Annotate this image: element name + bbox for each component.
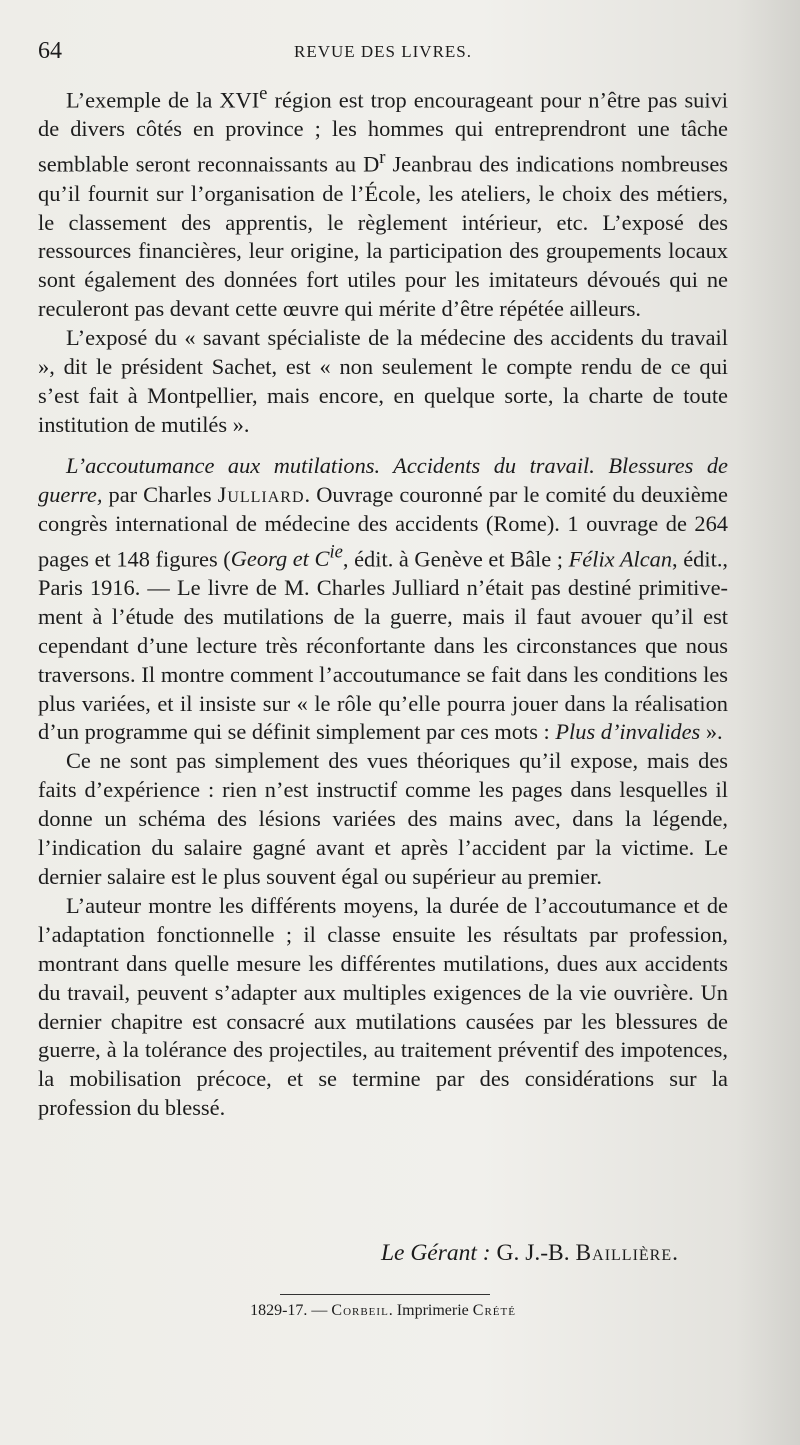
review-publisher-2: Félix Alcan	[568, 546, 673, 571]
signature-name-a: G. J.-B.	[490, 1240, 576, 1266]
printer-code: 1829-17.	[250, 1302, 308, 1319]
review-by: par Charles	[102, 481, 218, 507]
review-entry	[38, 452, 728, 748]
review-text-a: . Ouvrage couronné par le comité du deuxième congrès international de médecine des accidents (Rome). 1 ouvrage de 264 pages et 148 figures (	[38, 481, 728, 571]
review-motto: Plus d’invalides	[555, 719, 701, 745]
divider-rule	[280, 1294, 490, 1295]
review-author: Julliard	[217, 481, 305, 507]
p1-superscript: e	[259, 83, 268, 104]
paragraph-expose: L’exposé du « savant spécialiste de la médecine des accidents du travail », dit le président Sachet, est « non seulement le compte rendu de ce qui s’est fait à Montpellier, mais encore, en quelque sorte, la charte de toute institution de mutilés ».	[38, 325, 728, 437]
signature-name-end: .	[672, 1240, 678, 1266]
p1-text-b: région est trop encourageant pour n’être pas suivi de divers côtés en province ; les hommes qui entreprendront une tâche semblable seront reconnaissants au D	[38, 87, 728, 177]
p1-superscript-dr: r	[379, 147, 386, 169]
paragraph-exemple	[38, 80, 728, 324]
review-text-b: , édit. à Genève et Bâle ;	[342, 546, 569, 571]
paragraph-vues: Ce ne sont pas simplement des vues théoriques qu’il expose, mais des faits d’expérience : rien n’est instructif comme les pages dans lesquelles il donne un schéma des lésions variées des mains avec, dans la légende, l’indication du salaire gagné avant et après l’accident par la victime. Le dernier salaire est le plus souvent égal ou supérieur au premier.	[38, 748, 728, 889]
publisher-name: Georg et C	[230, 546, 330, 571]
printer-sep: —	[307, 1302, 332, 1319]
signature-name-b: Baillière	[575, 1240, 673, 1266]
printer-name: Crété	[472, 1302, 516, 1319]
publisher-superscript: ie	[329, 541, 343, 563]
signature-label: Le Gérant :	[380, 1240, 491, 1266]
p1-text-a: L’exemple de la XVI	[66, 87, 260, 113]
review-title: L’accoutumance aux mutilations. Accidents du travail. Blessures de guerre,	[38, 452, 728, 507]
page-header	[38, 38, 728, 68]
paragraph-auteur: L’auteur montre les différents moyens, la durée de l’accoutumance et de l’adaptation fonctionnelle ; il classe ensuite les résultats par profession, montrant dans quelle mesure les différentes mutilations, dues aux accidents du travail, peuvent s’adapter aux multiples exigences de la vie ouvrière. Un dernier chapitre est consacré aux mutilations causées par les blessures de guerre, à la tolérance des projectiles, au traitement préventif des impotences, la mobilisation précoce, et se termine par des considérations sur la profession du blessé.	[38, 892, 728, 1121]
review-publisher	[230, 541, 343, 571]
printer-city: Corbeil	[331, 1302, 389, 1319]
body-text	[38, 80, 728, 1123]
p1-text-c: Jeanbrau des indications nombreuses qu’il fournit sur l’organisation de l’École, les ateliers, le choix des métiers, le classement des apprentis, le règlement intérieur, etc. L’exposé des ressources financières, leur origine, la participation des groupements locaux sont également des données fort utiles pour les imitateurs dévoués qui ne reculeront pas devant cette œuvre qui mérite d’être répétée ailleurs.	[38, 151, 728, 322]
printer-mid: . Imprimerie	[388, 1302, 473, 1319]
printer-line	[38, 1302, 728, 1320]
review-text-c: , édit., Paris 1916. — Le livre de M. Charles Julliard n’était pas destiné primitivement à l’étude des mutilations de la guerre, mais il faut avouer qu’il est cependant d’une lecture très réconfortante dans les circonstances que nous traversons. Il montre comment l’accoutumance se fait dans les conditions les plus variées, et il insiste sur « le rôle qu’elle pourra jouer dans la réalisation d’un programme qui se définit simplement par ces mots :	[38, 546, 729, 745]
page-number: 64	[38, 38, 62, 64]
signature	[38, 1240, 728, 1267]
running-head: REVUE DES LIVRES.	[293, 42, 473, 61]
review-text-end: ».	[700, 719, 723, 745]
